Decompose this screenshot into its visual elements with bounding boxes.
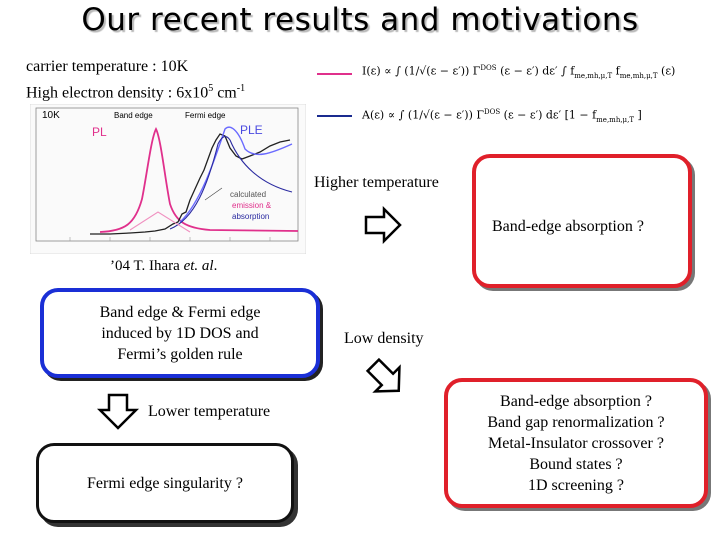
red-box-line-2: Band gap renormalization ? [487,413,665,431]
down-arrow-icon [96,392,140,432]
red-box-line-5: 1D screening ? [528,476,624,494]
blue-box-line-2: induced by 1D DOS and [101,324,259,342]
red-box-line-1: Band-edge absorption ? [500,392,652,410]
blue-box-line-3: Fermi’s golden rule [117,345,243,363]
spectrum-figure [30,104,306,254]
electron-density-line: High electron density : $6x10^5$ $cm^{-1}$ [26,83,246,102]
black-box-text: Fermi edge singularity ? [87,474,243,492]
legend-emission: emission & [232,201,272,210]
formula-legend-lines [312,64,357,124]
intro-text [26,56,245,104]
low-density-label: Low density [344,330,424,347]
legend-calculated: calculated [230,190,267,199]
red-box-line-4: Bound states ? [529,455,623,473]
lower-temperature-label: Lower temperature [148,403,271,420]
dos-mechanism-box [40,288,320,378]
emission-formula: I(ε) ∝ ∫ (1/√(ε − ε′)) $\Gamma^{DOS}$ (ε − ε′) dε′ ∫ $f_{me,mh,\mu,T}$ $f_{me,mh,\mu,T}$ (ε) [362,64,676,80]
fermi-edge-singularity-box [36,443,294,523]
blue-box-line-1: Band edge & Fermi edge [99,303,261,321]
ple-label: PLE [240,123,263,137]
fermi-edge-label: Fermi edge [185,111,226,120]
legend-absorption: absorption [232,212,270,221]
band-edge-absorption-top: Band-edge absorption ? [492,218,644,235]
absorption-formula: A(ε) ∝ ∫ (1/√(ε − ε′)) $\Gamma^{DOS}$ (ε − ε′) dε′ [$1 - f_{me,mh,\mu,T}$ ] [362,108,642,124]
carrier-temperature-line: carrier temperature : 10K [26,58,189,75]
pl-label: PL [92,125,107,139]
higher-temperature-label: Higher temperature [314,174,439,191]
red-box-line-3: Metal-Insulator crossover ? [488,434,664,452]
citation: ’04 T. Ihara et. al. [110,258,218,274]
right-arrow-icon [362,206,404,244]
diagonal-arrow-icon [364,357,408,399]
slide-title: Our recent results and motivations [81,2,639,38]
band-edge-label: Band edge [114,111,153,120]
low-density-result-box [444,378,708,508]
figure-temperature: 10K [42,110,60,121]
